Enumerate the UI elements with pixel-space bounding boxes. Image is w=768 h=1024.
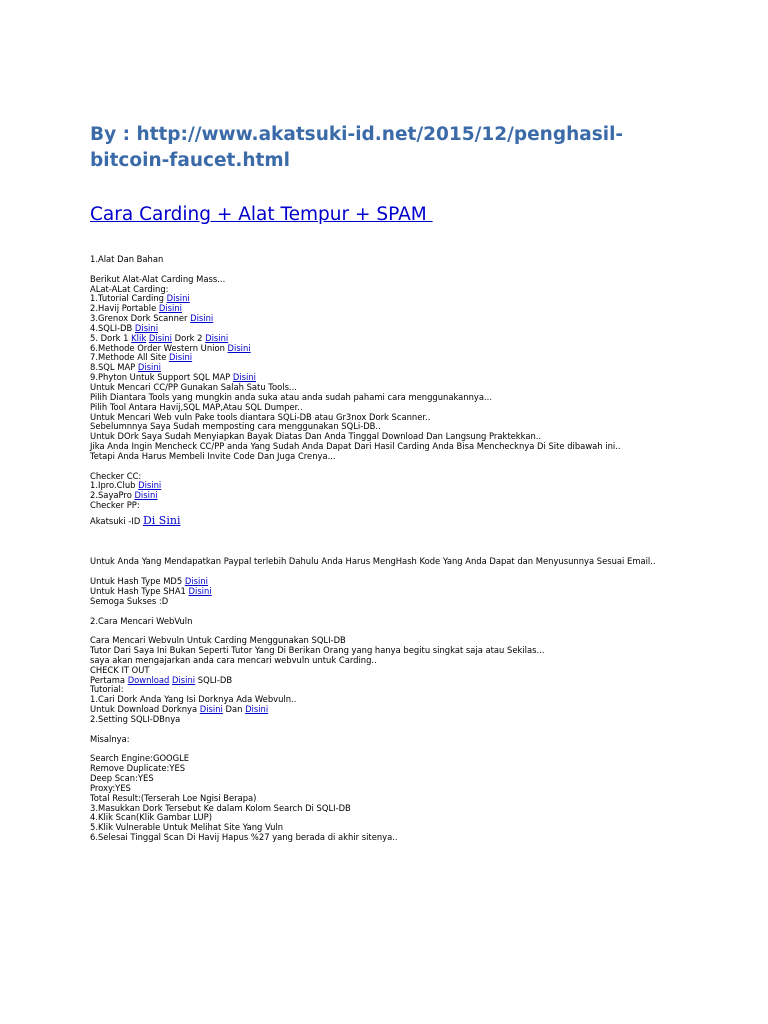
disini-link[interactable]: Disini	[172, 674, 196, 685]
hash-item: Untuk Hash Type SHA1 Disini	[90, 586, 212, 596]
checker-item: 2.SayaPro Disini	[90, 490, 158, 501]
tool-item: 1.Tutorial Carding Disini	[90, 293, 190, 304]
klik-link[interactable]: Klik	[131, 332, 147, 343]
text-line: Tutorial:	[90, 684, 124, 695]
text-line: Untuk Mencari CC/PP Gunakan Salah Satu Tools...	[90, 381, 297, 392]
section-heading: 2.Cara Mencari WebVuln	[90, 615, 193, 626]
text-line: Pilih Diantara Tools yang mungkin anda suka atau anda sudah pahami cara menggunakannya...	[90, 391, 493, 402]
disini-link[interactable]: Disini	[169, 352, 193, 363]
text-line: 5.Klik Vulnerable Untuk Melihat Site Yang Vuln	[90, 822, 284, 833]
text-line: 1.Cari Dork Anda Yang Isi Dorknya Ada Webvuln..	[90, 694, 297, 705]
text-line: Untuk Mencari Web vuln Pake tools diantara SQLi-DB atau Gr3nox Dork Scanner..	[90, 411, 431, 422]
checker-item: 1.Ipro.Club Disini	[90, 480, 162, 491]
disini-link[interactable]: Disini	[134, 490, 158, 501]
text-line: Cara Mencari Webvuln Untuk Carding Menggunakan SQLI-DB	[90, 635, 346, 646]
tool-item: 6.Methode Order Western Union Disini	[90, 342, 251, 353]
text-line: 2.Setting SQLI-DBnya	[90, 713, 181, 724]
download-item: Pertama Download Disini SQLI-DB	[90, 674, 233, 685]
text-line: Berikut Alat-Alat Carding Mass...	[90, 273, 226, 284]
text-line: Total Result:(Terserah Loe Ngisi Berapa)	[90, 792, 257, 803]
text-line: Checker CC:	[90, 470, 142, 481]
text-line: Untuk DOrk Saya Sudah Menyiapkan Bayak Diatas Dan Anda Tinggal Download Dan Langsung Praktekkan..	[90, 431, 542, 442]
text-line: Sebelumnnya Saya Sudah memposting cara menggunakan SQLi-DB..	[90, 421, 381, 432]
disini-link[interactable]: Disini	[245, 704, 269, 715]
disini-link[interactable]: Disini	[232, 372, 257, 383]
checker-item: Akatsuki -ID Di Sini	[90, 513, 181, 527]
text-line: Search Engine:GOOGLE	[90, 753, 190, 764]
disini-link[interactable]: Disini	[227, 342, 251, 353]
text-line: Jika Anda Ingin Mencheck CC/PP anda Yang Sudah Anda Dapat Dari Hasil Carding Anda Bisa Menchecknya Di Site dibawah ini..	[90, 441, 621, 452]
source-byline: By : http://www.akatsuki-id.net/2015/12/penghasil-bitcoin-faucet.html	[90, 124, 624, 171]
article-body	[90, 255, 760, 843]
text-line: saya akan mengajarkan anda cara mencari webvuln untuk Carding..	[90, 654, 377, 665]
disini-link[interactable]: Disini	[138, 480, 162, 491]
tool-item: 7.Methode All Site Disini	[90, 352, 193, 363]
disini-link[interactable]: Disini	[137, 362, 162, 373]
disini-link[interactable]: Disini	[188, 586, 212, 596]
text-line: 4.Klik Scan(Klik Gambar LUP)	[90, 812, 212, 823]
tool-item: 8.SQL MAP Disini	[90, 362, 162, 373]
text-line: Proxy:YES	[90, 782, 131, 793]
text-line: Remove Duplicate:YES	[90, 763, 186, 774]
disini-link[interactable]: Disini	[184, 576, 208, 587]
text-line: 3.Masukkan Dork Tersebut Ke dalam Kolom Search Di SQLI-DB	[90, 802, 351, 813]
disini-link[interactable]: Disini	[134, 322, 159, 333]
download-item: Untuk Download Dorknya Disini Dan Disini	[90, 704, 269, 715]
disini-link[interactable]: Disini	[205, 332, 229, 343]
tool-item: 9.Phyton Untuk Support SQL MAP Disini	[90, 372, 257, 383]
tool-item: 4.SQLI-DB Disini	[90, 322, 159, 333]
disini-link[interactable]: Disini	[166, 293, 190, 304]
disini-link[interactable]: Disini	[190, 313, 214, 324]
download-link[interactable]: Download	[127, 674, 170, 685]
text-line: Checker PP:	[90, 500, 140, 511]
text-line: Deep Scan:YES	[90, 773, 154, 784]
tool-item: 5. Dork 1 Klik Disini Dork 2 Disini	[90, 332, 229, 343]
akatsuki-link[interactable]: Di Sini	[142, 513, 181, 527]
text-line: Semoga Sukses :D	[90, 595, 169, 606]
tool-item: 2.Havij Portable Disini	[90, 303, 182, 314]
hash-item: Untuk Hash Type MD5 Disini	[90, 576, 208, 587]
text-line: Misalnya:	[90, 733, 130, 744]
text-line: Untuk Anda Yang Mendapatkan Paypal terlebih Dahulu Anda Harus MengHash Kode Yang Anda Dapat dan Menyusunnya Sesuai Email..	[90, 556, 656, 567]
text-line: Pilih Tool Antara Havij,SQL MAP,Atau SQL Dumper..	[90, 401, 303, 412]
text-line: 1.Alat Dan Bahan	[90, 254, 164, 264]
disini-link[interactable]: Disini	[199, 704, 223, 715]
text-line: CHECK IT OUT	[90, 664, 150, 675]
text-line: ALat-ALat Carding:	[90, 283, 169, 294]
text-line: 6.Selesai Tinggal Scan Di Havij Hapus %27 yang berada di akhir sitenya..	[90, 832, 398, 843]
tool-item: 3.Grenox Dork Scanner Disini	[90, 313, 214, 324]
disini-link[interactable]: Disini	[158, 303, 182, 314]
text-line: Tetapi Anda Harus Membeli Invite Code Dan Juga Crenya...	[90, 450, 336, 461]
text-line: Tutor Dari Saya Ini Bukan Seperti Tutor Yang Di Berikan Orang yang hanya begitu singkat saja atau Sekilas...	[90, 645, 545, 656]
article-title-link[interactable]: Cara Carding + Alat Tempur + SPAM	[90, 204, 433, 225]
disini-link[interactable]: Disini	[148, 332, 172, 343]
